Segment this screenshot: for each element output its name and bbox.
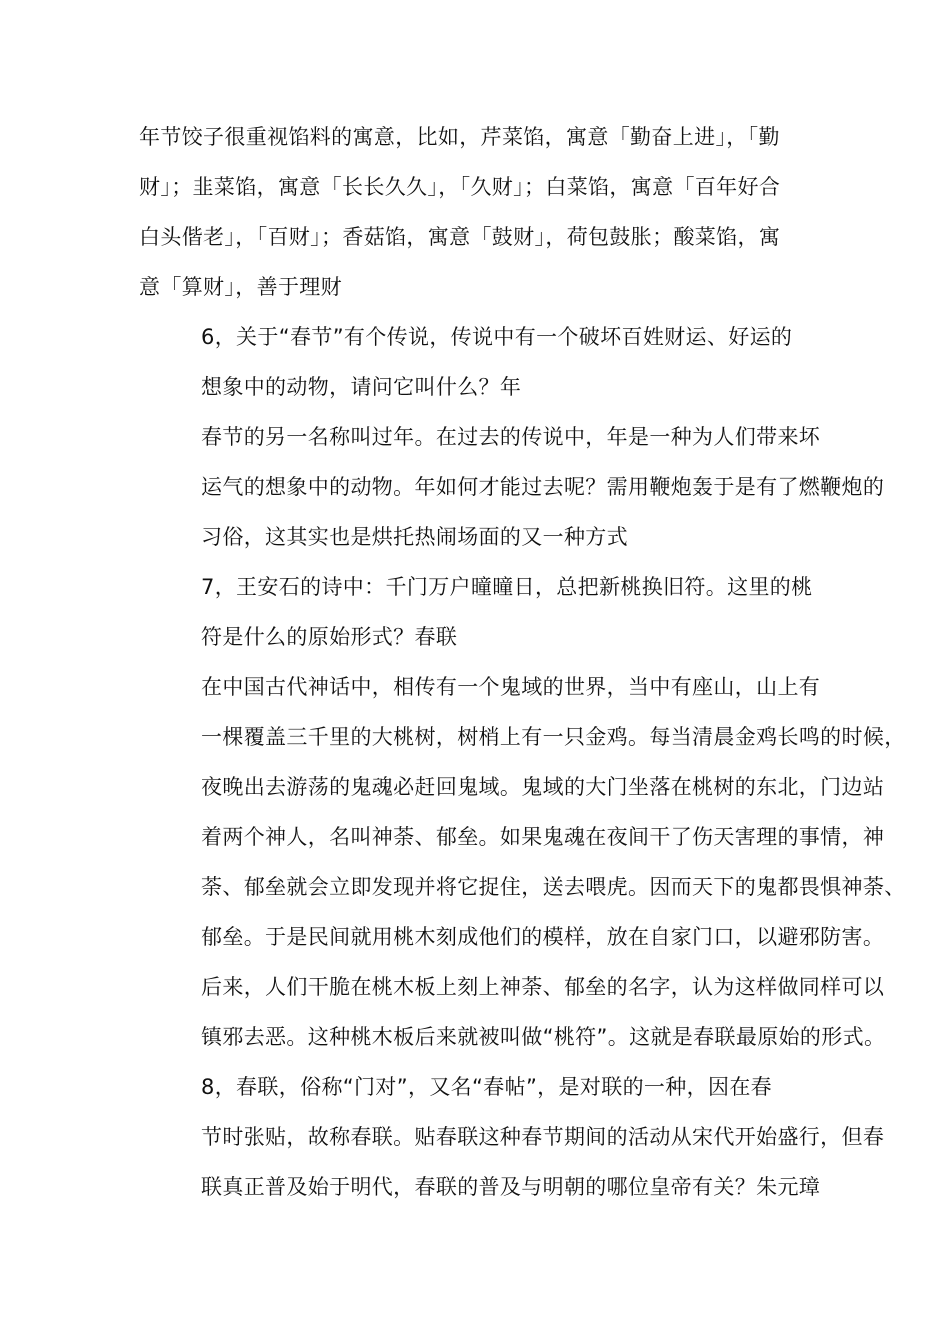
text-line: 在中国古代神话中，相传有一个鬼域的世界，当中有座山，山上有	[201, 675, 821, 699]
text-line: 符是什么的原始形式？春联	[201, 625, 458, 649]
text-line: 年节饺子很重视馅料的寓意，比如，芹菜馅，寓意「勤奋上进」，「勤	[139, 125, 780, 149]
text-line: 镇邪去恶。这种桃木板后来就被叫做“桃符”。这就是春联最原始的形式。	[201, 1025, 886, 1049]
text-line: 联真正普及始于明代，春联的普及与明朝的哪位皇帝有关？朱元璋	[201, 1175, 821, 1199]
text-line: 荼、郁垒就会立即发现并将它捉住，送去喂虎。因而天下的鬼都畏惧神荼、	[201, 875, 906, 899]
text-line: 后来，人们干脆在桃木板上刻上神荼、郁垒的名字，认为这样做同样可以	[201, 975, 885, 999]
text-line: 想象中的动物，请问它叫什么？年	[201, 375, 522, 399]
paragraph-answer-7	[139, 662, 906, 1062]
paragraph-question-8	[139, 1062, 885, 1212]
document-page	[139, 112, 906, 1212]
text-line: 8，春联，俗称“门对”，又名“春帖”，是对联的一种，因在春	[201, 1075, 773, 1099]
text-line: 一棵覆盖三千里的大桃树，树梢上有一只金鸡。每当清晨金鸡长鸣的时候，	[201, 725, 906, 749]
text-line: 财」；韭菜馅，寓意「长长久久」，「久财」；白菜馅，寓意「百年好合	[139, 175, 781, 199]
text-line: 春节的另一名称叫过年。在过去的传说中，年是一种为人们带来坏	[201, 425, 821, 449]
text-line: 夜晚出去游荡的鬼魂必赶回鬼域。鬼域的大门坐落在桃树的东北，门边站	[201, 775, 885, 799]
text-line: 习俗，这其实也是烘托热闹场面的又一种方式	[201, 525, 628, 549]
paragraph-question-7	[139, 562, 829, 662]
text-line: 运气的想象中的动物。年如何才能过去呢？需用鞭炮轰于是有了燃鞭炮的	[201, 475, 885, 499]
text-line: 着两个神人，名叫神荼、郁垒。如果鬼魂在夜间干了伤天害理的事情，神	[201, 825, 885, 849]
paragraph-answer-6	[139, 412, 885, 562]
text-line: 白头偕老」，「百财」；香菇馅，寓意「鼓财」，荷包鼓胀；酸菜馅，寓	[139, 225, 781, 249]
text-line: 郁垒。于是民间就用桃木刻成他们的模样，放在自家门口，以避邪防害。	[201, 925, 885, 949]
text-line: 6，关于“春节”有个传说，传说中有一个破坏百姓财运、好运的	[201, 325, 793, 349]
text-line: 意「算财」，善于理财	[139, 275, 342, 299]
text-line: 节时张贴，故称春联。贴春联这种春节期间的活动从宋代开始盛行，但春	[201, 1125, 885, 1149]
paragraph-dumpling-fillings	[139, 112, 829, 312]
paragraph-question-6	[139, 312, 829, 412]
text-line: 7，王安石的诗中：千门万户曈曈日，总把新桃换旧符。这里的桃	[201, 575, 813, 599]
